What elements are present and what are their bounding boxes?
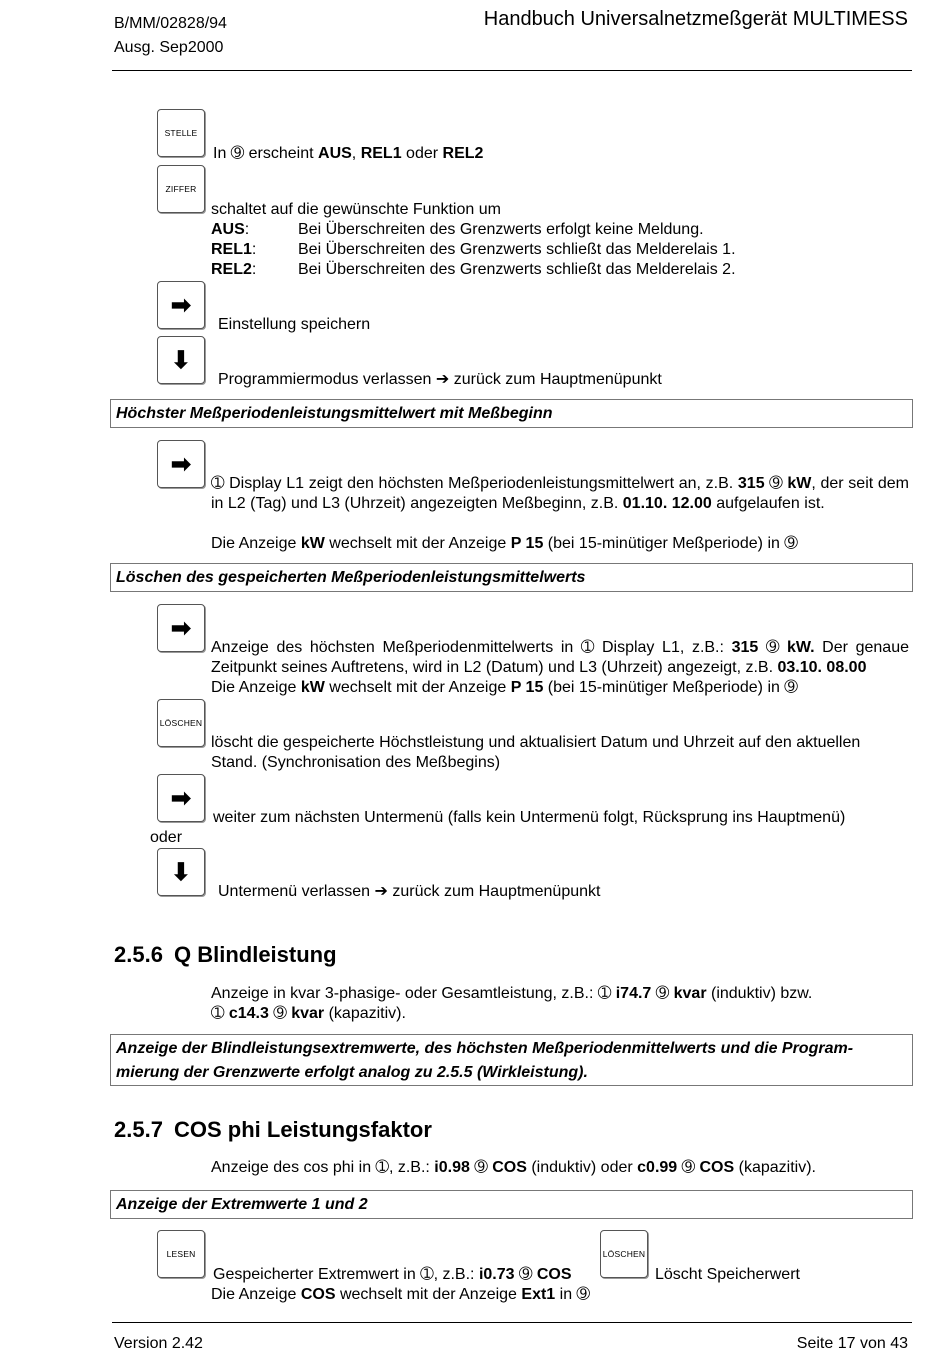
- ziffer-text: schaltet auf die gewünschte Funktion um: [211, 201, 501, 218]
- delete-display-switch: Die Anzeige kW wechselt mit der Anzeige P 15 (bei 15-minütiger Meßperiode) in ➈: [211, 679, 798, 696]
- option-aus: AUS: Bei Überschreiten des Grenzwerts erfolgt keine Meldung.: [211, 221, 704, 238]
- section-box-delete: Löschen des gespeicherten Meßperiodenleistungsmittelwerts: [110, 563, 913, 592]
- loeschen-text: löscht die gespeicherte Höchstleistung und aktualisiert Datum und Uhrzeit auf den aktuellen Stand. (Synchronisation des Meßbegins): [211, 734, 861, 771]
- manual-title: Handbuch Universalnetzmeßgerät MULTIMESS: [483, 8, 908, 30]
- document-id: B/MM/02828/94: [114, 15, 227, 32]
- stelle-text: In ➈ erscheint AUS, REL1 oder REL2: [213, 145, 484, 162]
- oder-text: oder: [150, 829, 183, 846]
- delete-description: Anzeige des höchsten Meßperiodenmittelwerts in ➀ Display L1, z.B.: 315 ➈ kW. Der genaue Zeitpunkt seines Auftretens, wird in L2 (Datum) und L3 (Uhrzeit) angezeigt, z.B. 03.10. 08.00: [211, 639, 909, 676]
- section-box-max-mean: Höchster Meßperiodenleistungsmittelwert mit Meßbeginn: [110, 399, 913, 428]
- loeschen-key: LÖSCHEN: [600, 1230, 648, 1278]
- option-rel2: REL2: Bei Überschreiten des Grenzwerts schließt das Melderelais 2.: [211, 261, 736, 278]
- arrow-right-key-icon: ➡: [157, 440, 205, 488]
- lesen-key: LESEN: [157, 1230, 205, 1278]
- lesen-text: Gespeicherter Extremwert in ➀, z.B.: i0.73 ➈ COS: [213, 1266, 572, 1283]
- cos-display-switch: Die Anzeige COS wechselt mit der Anzeige Ext1 in ➈: [211, 1286, 590, 1303]
- section-heading-2-5-6: 2.5.6 Q Blindleistung: [114, 942, 337, 967]
- section-box-reactive: Anzeige der Blindleistungsextremwerte, des höchsten Meßperiodenmittelwerts und die Program-mierung der Grenzwerte erfolgt analog zu 2.5.5 (Wirkleistung).: [110, 1034, 913, 1086]
- arrow-right-key-icon: ➡: [157, 281, 205, 329]
- arrow-down-key-icon: ⬇: [157, 336, 205, 384]
- cos-phi-text: Anzeige des cos phi in ➀, z.B.: i0.98 ➈ COS (induktiv) oder c0.99 ➈ COS (kapazitiv).: [211, 1159, 816, 1176]
- header-rule: [112, 70, 912, 71]
- footer-version: Version 2.42: [114, 1335, 203, 1352]
- next-submenu-text: weiter zum nächsten Untermenü (falls kein Untermenü folgt, Rücksprung ins Hauptmenü): [213, 809, 846, 826]
- loeschen-key: LÖSCHEN: [157, 699, 205, 747]
- exit-text: Programmiermodus verlassen ➔ zurück zum Hauptmenüpunkt: [218, 371, 662, 388]
- save-text: Einstellung speichern: [218, 316, 371, 333]
- max-mean-description: ➀ Display L1 zeigt den höchsten Meßperiodenleistungsmittelwert an, z.B. 315 ➈ kW, der seit dem in L2 (Tag) und L3 (Uhrzeit) angezeigten Meßbeginn, z.B. 01.10. 12.00 aufgelaufen ist.: [211, 475, 910, 512]
- footer-rule: [112, 1322, 912, 1323]
- document-id-block: [114, 12, 227, 60]
- loeschen-speicher-text: Löscht Speicherwert: [655, 1266, 800, 1283]
- ziffer-key: ZIFFER: [157, 165, 205, 213]
- arrow-right-key-icon: ➡: [157, 774, 205, 822]
- exit-submenu-text: Untermenü verlassen ➔ zurück zum Hauptmenüpunkt: [218, 883, 601, 900]
- reactive-power-text: Anzeige in kvar 3-phasige- oder Gesamtleistung, z.B.: ➀ i74.7 ➈ kvar (induktiv) bzw.: [211, 985, 813, 1002]
- reactive-power-text-2: ➀ c14.3 ➈ kvar (kapazitiv).: [211, 1005, 406, 1022]
- edition: Ausg. Sep2000: [114, 39, 224, 56]
- arrow-down-key-icon: ⬇: [157, 848, 205, 896]
- section-heading-2-5-7: 2.5.7 COS phi Leistungsfaktor: [114, 1117, 432, 1142]
- stelle-key: STELLE: [157, 109, 205, 157]
- footer-page-number: Seite 17 von 43: [796, 1335, 908, 1352]
- max-mean-display-switch: Die Anzeige kW wechselt mit der Anzeige P 15 (bei 15-minütiger Meßperiode) in ➈: [211, 535, 798, 552]
- option-rel1: REL1: Bei Überschreiten des Grenzwerts schließt das Melderelais 1.: [211, 241, 736, 258]
- section-box-extremes: Anzeige der Extremwerte 1 und 2: [110, 1190, 913, 1219]
- arrow-right-key-icon: ➡: [157, 604, 205, 652]
